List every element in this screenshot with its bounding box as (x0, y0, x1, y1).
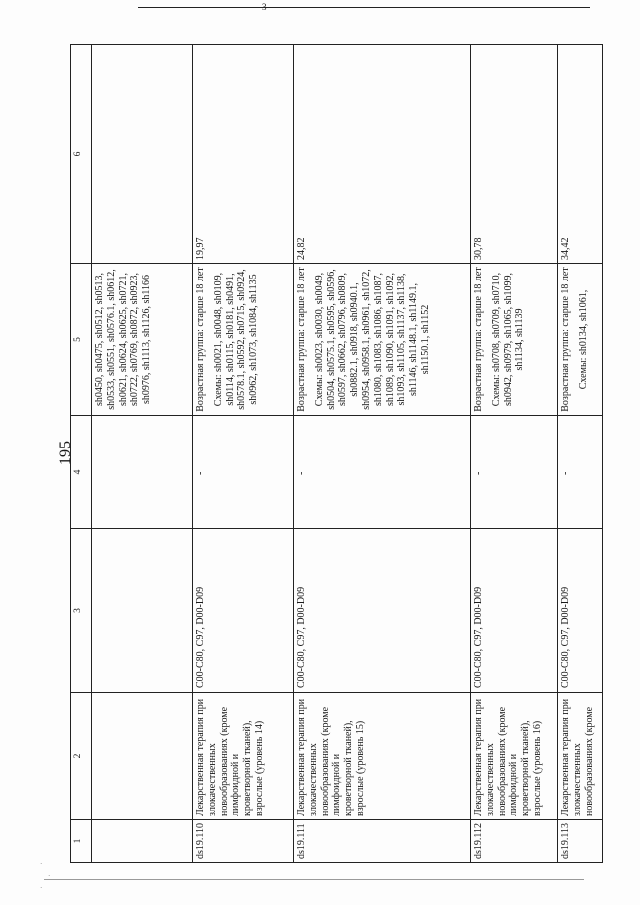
scan-speck: · (48, 872, 51, 880)
header-col-3: 3 (71, 529, 92, 693)
cell-name (92, 693, 193, 820)
header-col-1: 1 (71, 820, 92, 863)
header-col-2: 2 (71, 693, 92, 820)
header-col-4: 4 (71, 416, 92, 529)
tariff-table (70, 44, 603, 863)
cell-name: Лекарственная терапия при злокачественных новообразованиях (кроме (558, 693, 603, 820)
cell-diagnoses: C00-C80, C97, D00-D09 (294, 529, 471, 693)
cell-name: Лекарственная терапия при злокачественных новообразованиях (кроме лимфоидной и кроветворной тканей), взрослые (уровень 16) (471, 693, 558, 820)
age-group: Возрастная группа: старше 18 лет (195, 267, 206, 412)
cell-name: Лекарственная терапия при злокачественных новообразованиях (кроме лимфоидной и кроветворной тканей), взрослые (уровень 14) (193, 693, 294, 820)
scheme-list: Схемы: sh0708, sh0709, sh0710, sh0942, sh0979, sh1065, sh1099, sh1134, sh1139 (490, 272, 526, 407)
scan-speck: · (40, 884, 43, 892)
cell-criteria (294, 264, 471, 416)
cell-col4: - (193, 416, 294, 529)
cell-coefficient: 19,97 (193, 45, 294, 264)
table-row (471, 45, 558, 863)
cell-col4 (92, 416, 193, 529)
top-rule (138, 7, 590, 8)
age-group: Возрастная группа: старше 18 лет (560, 267, 571, 412)
table-row (558, 45, 603, 863)
cell-coefficient (92, 45, 193, 264)
cell-col4: - (471, 416, 558, 529)
cell-diagnoses: C00-C80, C97, D00-D09 (471, 529, 558, 693)
scheme-list: Схемы: sh0134, sh1061, (577, 289, 589, 390)
page-number: 195 (57, 441, 74, 465)
header-col-6: 6 (71, 45, 92, 264)
age-group: Возрастная группа: старше 18 лет (473, 267, 484, 412)
cell-coefficient: 24,82 (294, 45, 471, 264)
cell-code: ds19.113 (558, 820, 603, 863)
cell-code (92, 820, 193, 863)
scan-speck: · (40, 860, 43, 868)
cell-diagnoses: C00-C80, C97, D00-D09 (558, 529, 603, 693)
bottom-rule (44, 879, 584, 880)
scheme-list: Схемы: sh0023, sh0030, sh0049, sh0504, sh0575.1, sh0595, sh0596, sh0597, sh0662, sh0796, sh0809, sh0882.1, sh0918, sh0940.1, sh0954, sh0958.1, sh0961, sh1072, sh1080, sh1083, sh1086, sh1087, sh1089, sh1090, sh1091, sh1092, sh1093, sh1105, sh1137, sh1138, sh1146, sh1148.1, sh1149.1, sh1150.1, sh1152 (313, 269, 431, 410)
cell-criteria (193, 264, 294, 416)
cell-name: Лекарственная терапия при злокачественных новообразованиях (кроме лимфоидной и кроветворной тканей), взрослые (уровень 15) (294, 693, 471, 820)
table-row (294, 45, 471, 863)
cell-criteria (471, 264, 558, 416)
scheme-list: Схемы: sh0021, sh0048, sh0109, sh0114, sh0115, sh0181, sh0491, sh0578.1, sh0592, sh0715, sh0924, sh0962, sh1073, sh1084, sh1135 (212, 269, 260, 410)
header-col-5: 5 (71, 264, 92, 416)
cell-criteria (558, 264, 603, 416)
top-mark: 3 (262, 2, 267, 12)
cell-code: ds19.112 (471, 820, 558, 863)
cell-schemes: sh0450, sh0475, sh0512, sh0513, sh0533, sh0551, sh0576.1, sh0612, sh0621, sh0624, sh0625, sh0721, sh0722, sh0769, sh0872, sh0923, sh0976, sh1113, sh1126, sh1166 (92, 264, 193, 416)
cell-code: ds19.111 (294, 820, 471, 863)
cell-coefficient: 34,42 (558, 45, 603, 264)
rotated-table-container (70, 45, 598, 863)
continuation-row (92, 45, 193, 863)
cell-diagnoses: C00-C80, C97, D00-D09 (193, 529, 294, 693)
cell-code: ds19.110 (193, 820, 294, 863)
cell-diagnoses (92, 529, 193, 693)
cell-col4: - (294, 416, 471, 529)
cell-coefficient: 30,78 (471, 45, 558, 264)
cell-col4: - (558, 416, 603, 529)
table-row (193, 45, 294, 863)
age-group: Возрастная группа: старше 18 лет (296, 267, 307, 412)
header-row (71, 45, 92, 863)
